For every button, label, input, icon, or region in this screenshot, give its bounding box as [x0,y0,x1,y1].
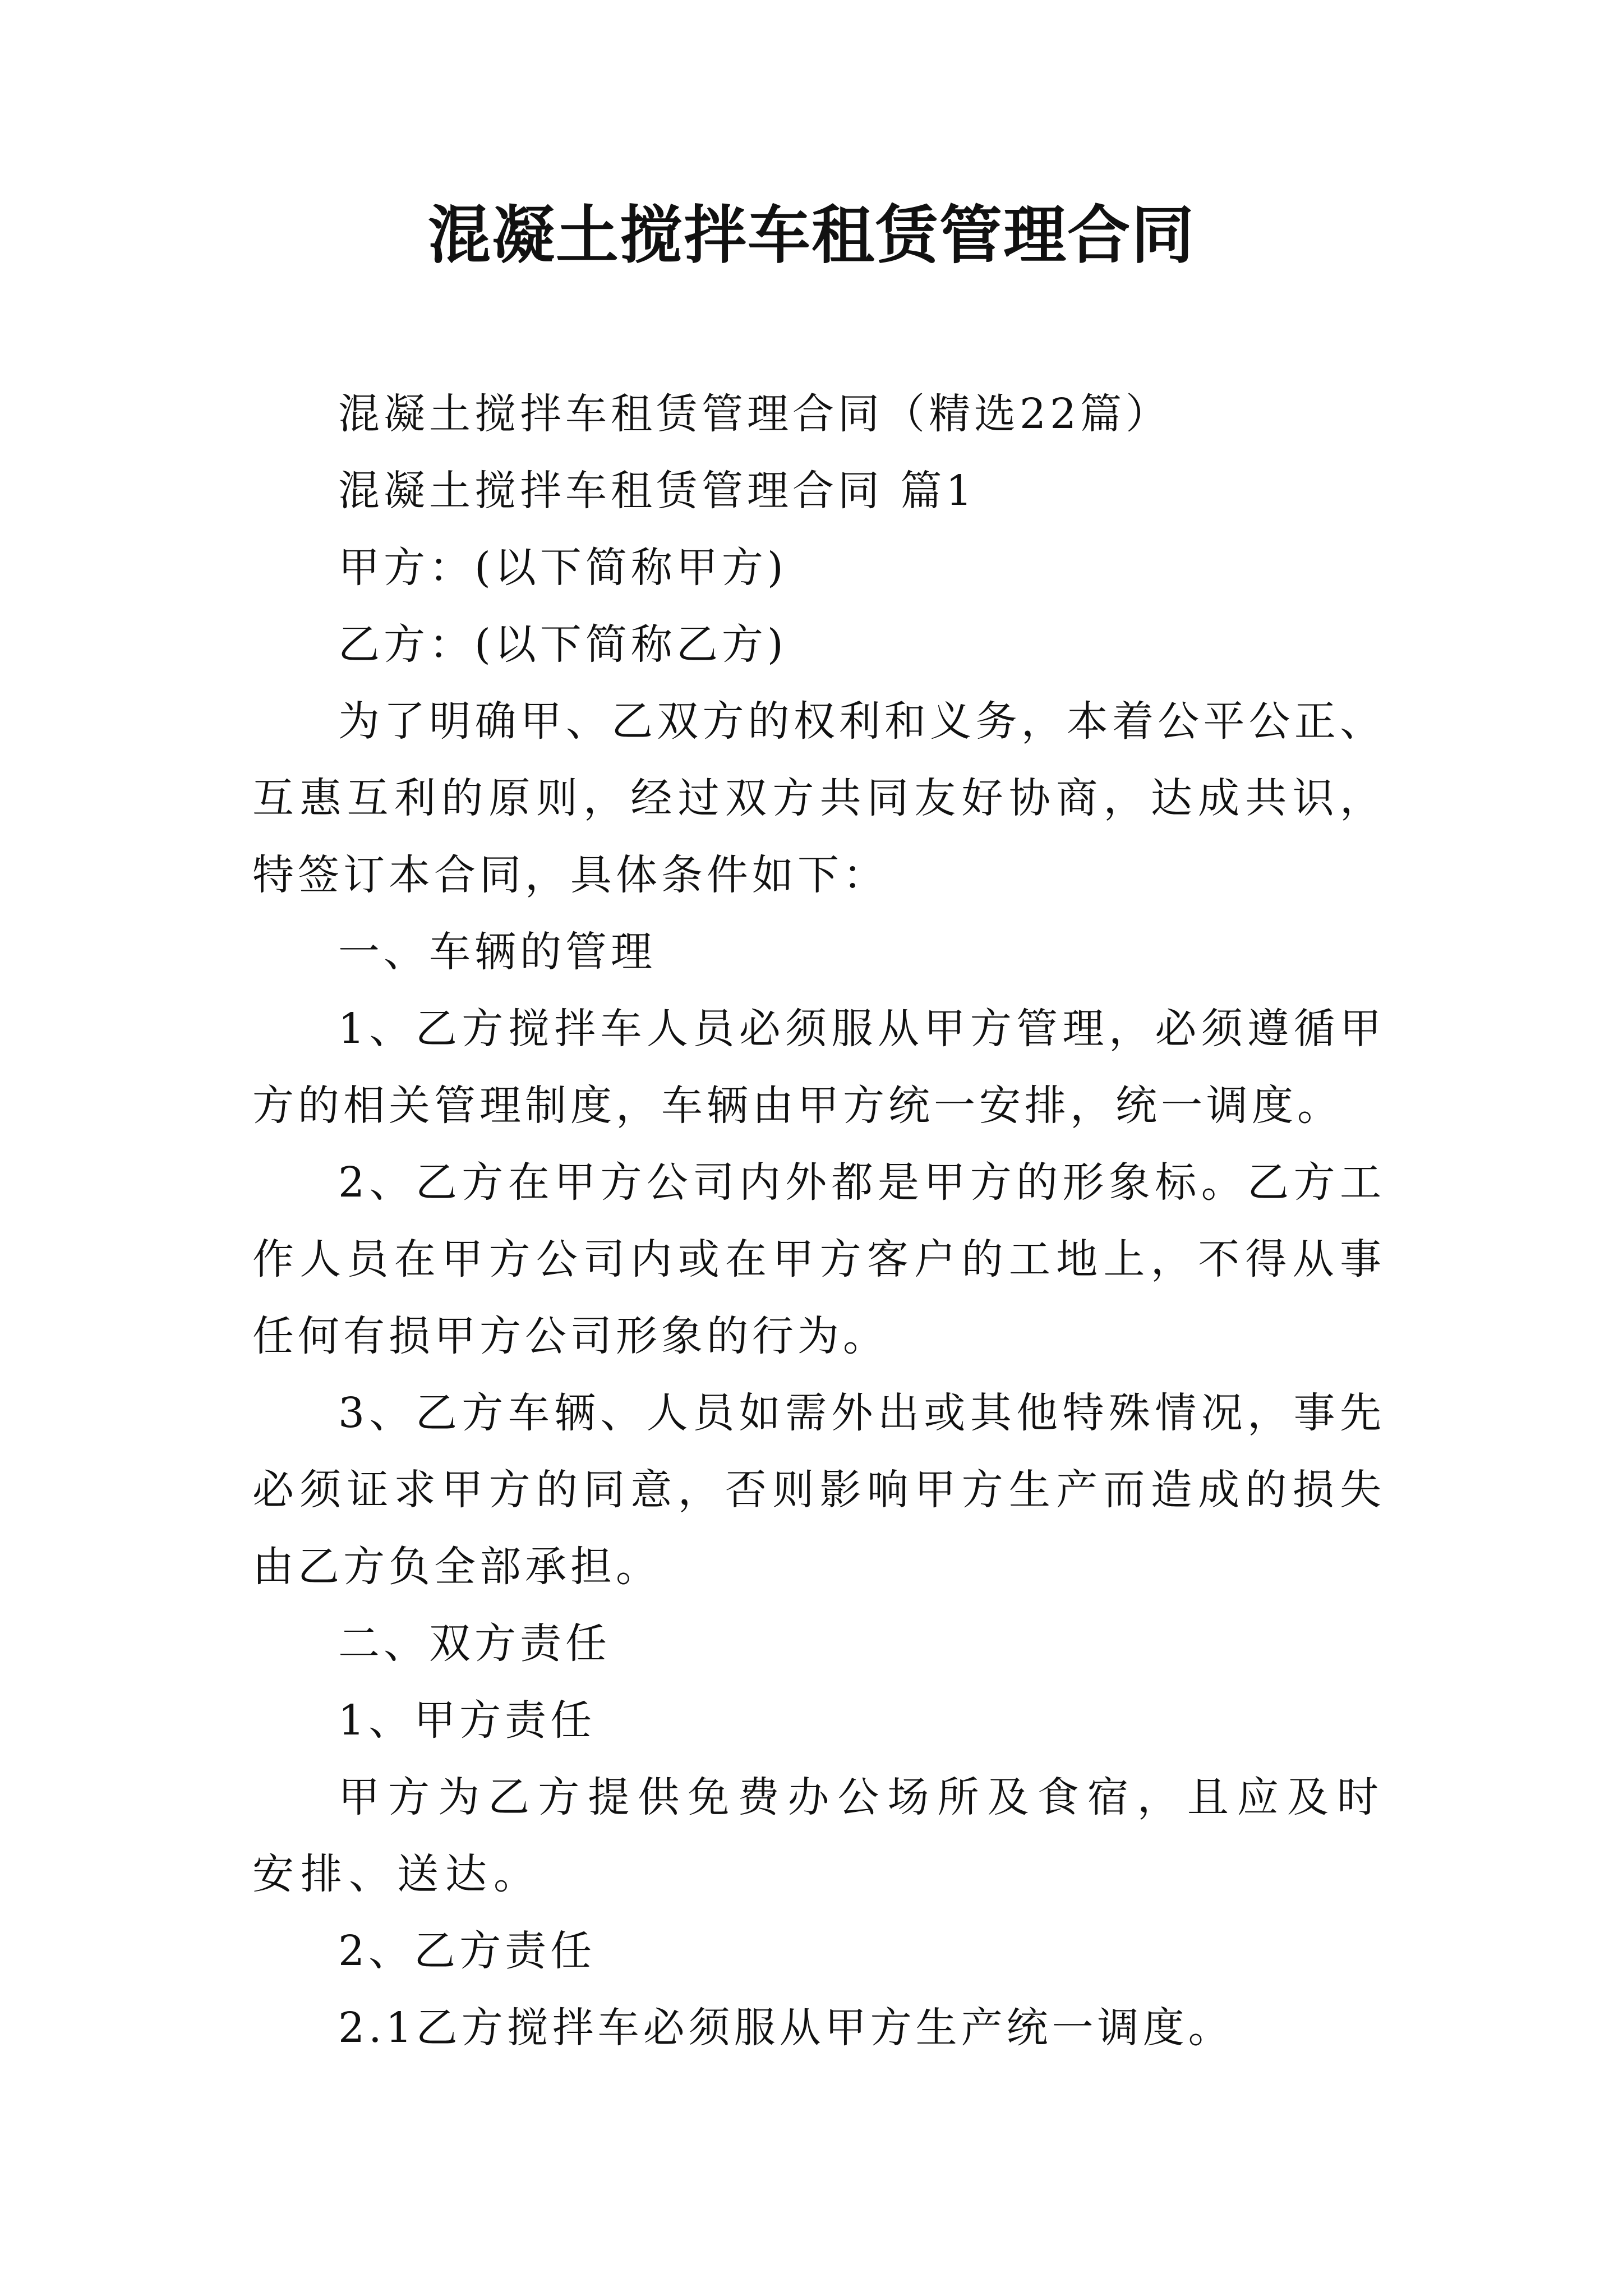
clause-1-2: 2、乙方在甲方公司内外都是甲方的形象标。乙方工作人员在甲方公司内或在甲方客户的工地上，不得从事任何有损甲方公司形象的行为。 [252,1158,1385,1360]
paragraph-party-b: 乙方：(以下简称乙方) [338,620,787,669]
subheading-party-a-responsibility: 1、甲方责任 [338,1696,596,1745]
document-body [252,376,1385,2067]
paragraph-party-a: 甲方：(以下简称甲方) [338,544,787,592]
paragraph-collection-heading: 混凝土搅拌车租赁管理合同（精选22篇） [338,390,1172,438]
subheading-party-b-responsibility: 2、乙方责任 [338,1927,596,1975]
section-heading-responsibilities: 二、双方责任 [338,1619,611,1668]
clause-1-3: 3、乙方车辆、人员如需外出或其他特殊情况，事先必须证求甲方的同意，否则影响甲方生产而造成的损失由乙方负全部承担。 [252,1389,1385,1591]
paragraph-preamble: 为了明确甲、乙双方的权利和义务，本着公平公正、互惠互利的原则，经过双方共同友好协商，达成共识，特签订本合同，具体条件如下： [252,697,1385,899]
paragraph-part-heading: 混凝土搅拌车租赁管理合同 篇1 [338,467,976,515]
section-heading-vehicle-management: 一、车辆的管理 [338,928,656,976]
document-title: 混凝土搅拌车租赁管理合同 [428,199,1195,272]
clause-1-1: 1、乙方搅拌车人员必须服从甲方管理，必须遵循甲方的相关管理制度，车辆由甲方统一安排，统一调度。 [252,1005,1385,1130]
clause-party-a-responsibility: 甲方为乙方提供免费办公场所及食宿，且应及时安排、送达。 [252,1773,1385,1898]
clause-2-1: 2.1乙方搅拌车必须服从甲方生产统一调度。 [338,2004,1234,2052]
